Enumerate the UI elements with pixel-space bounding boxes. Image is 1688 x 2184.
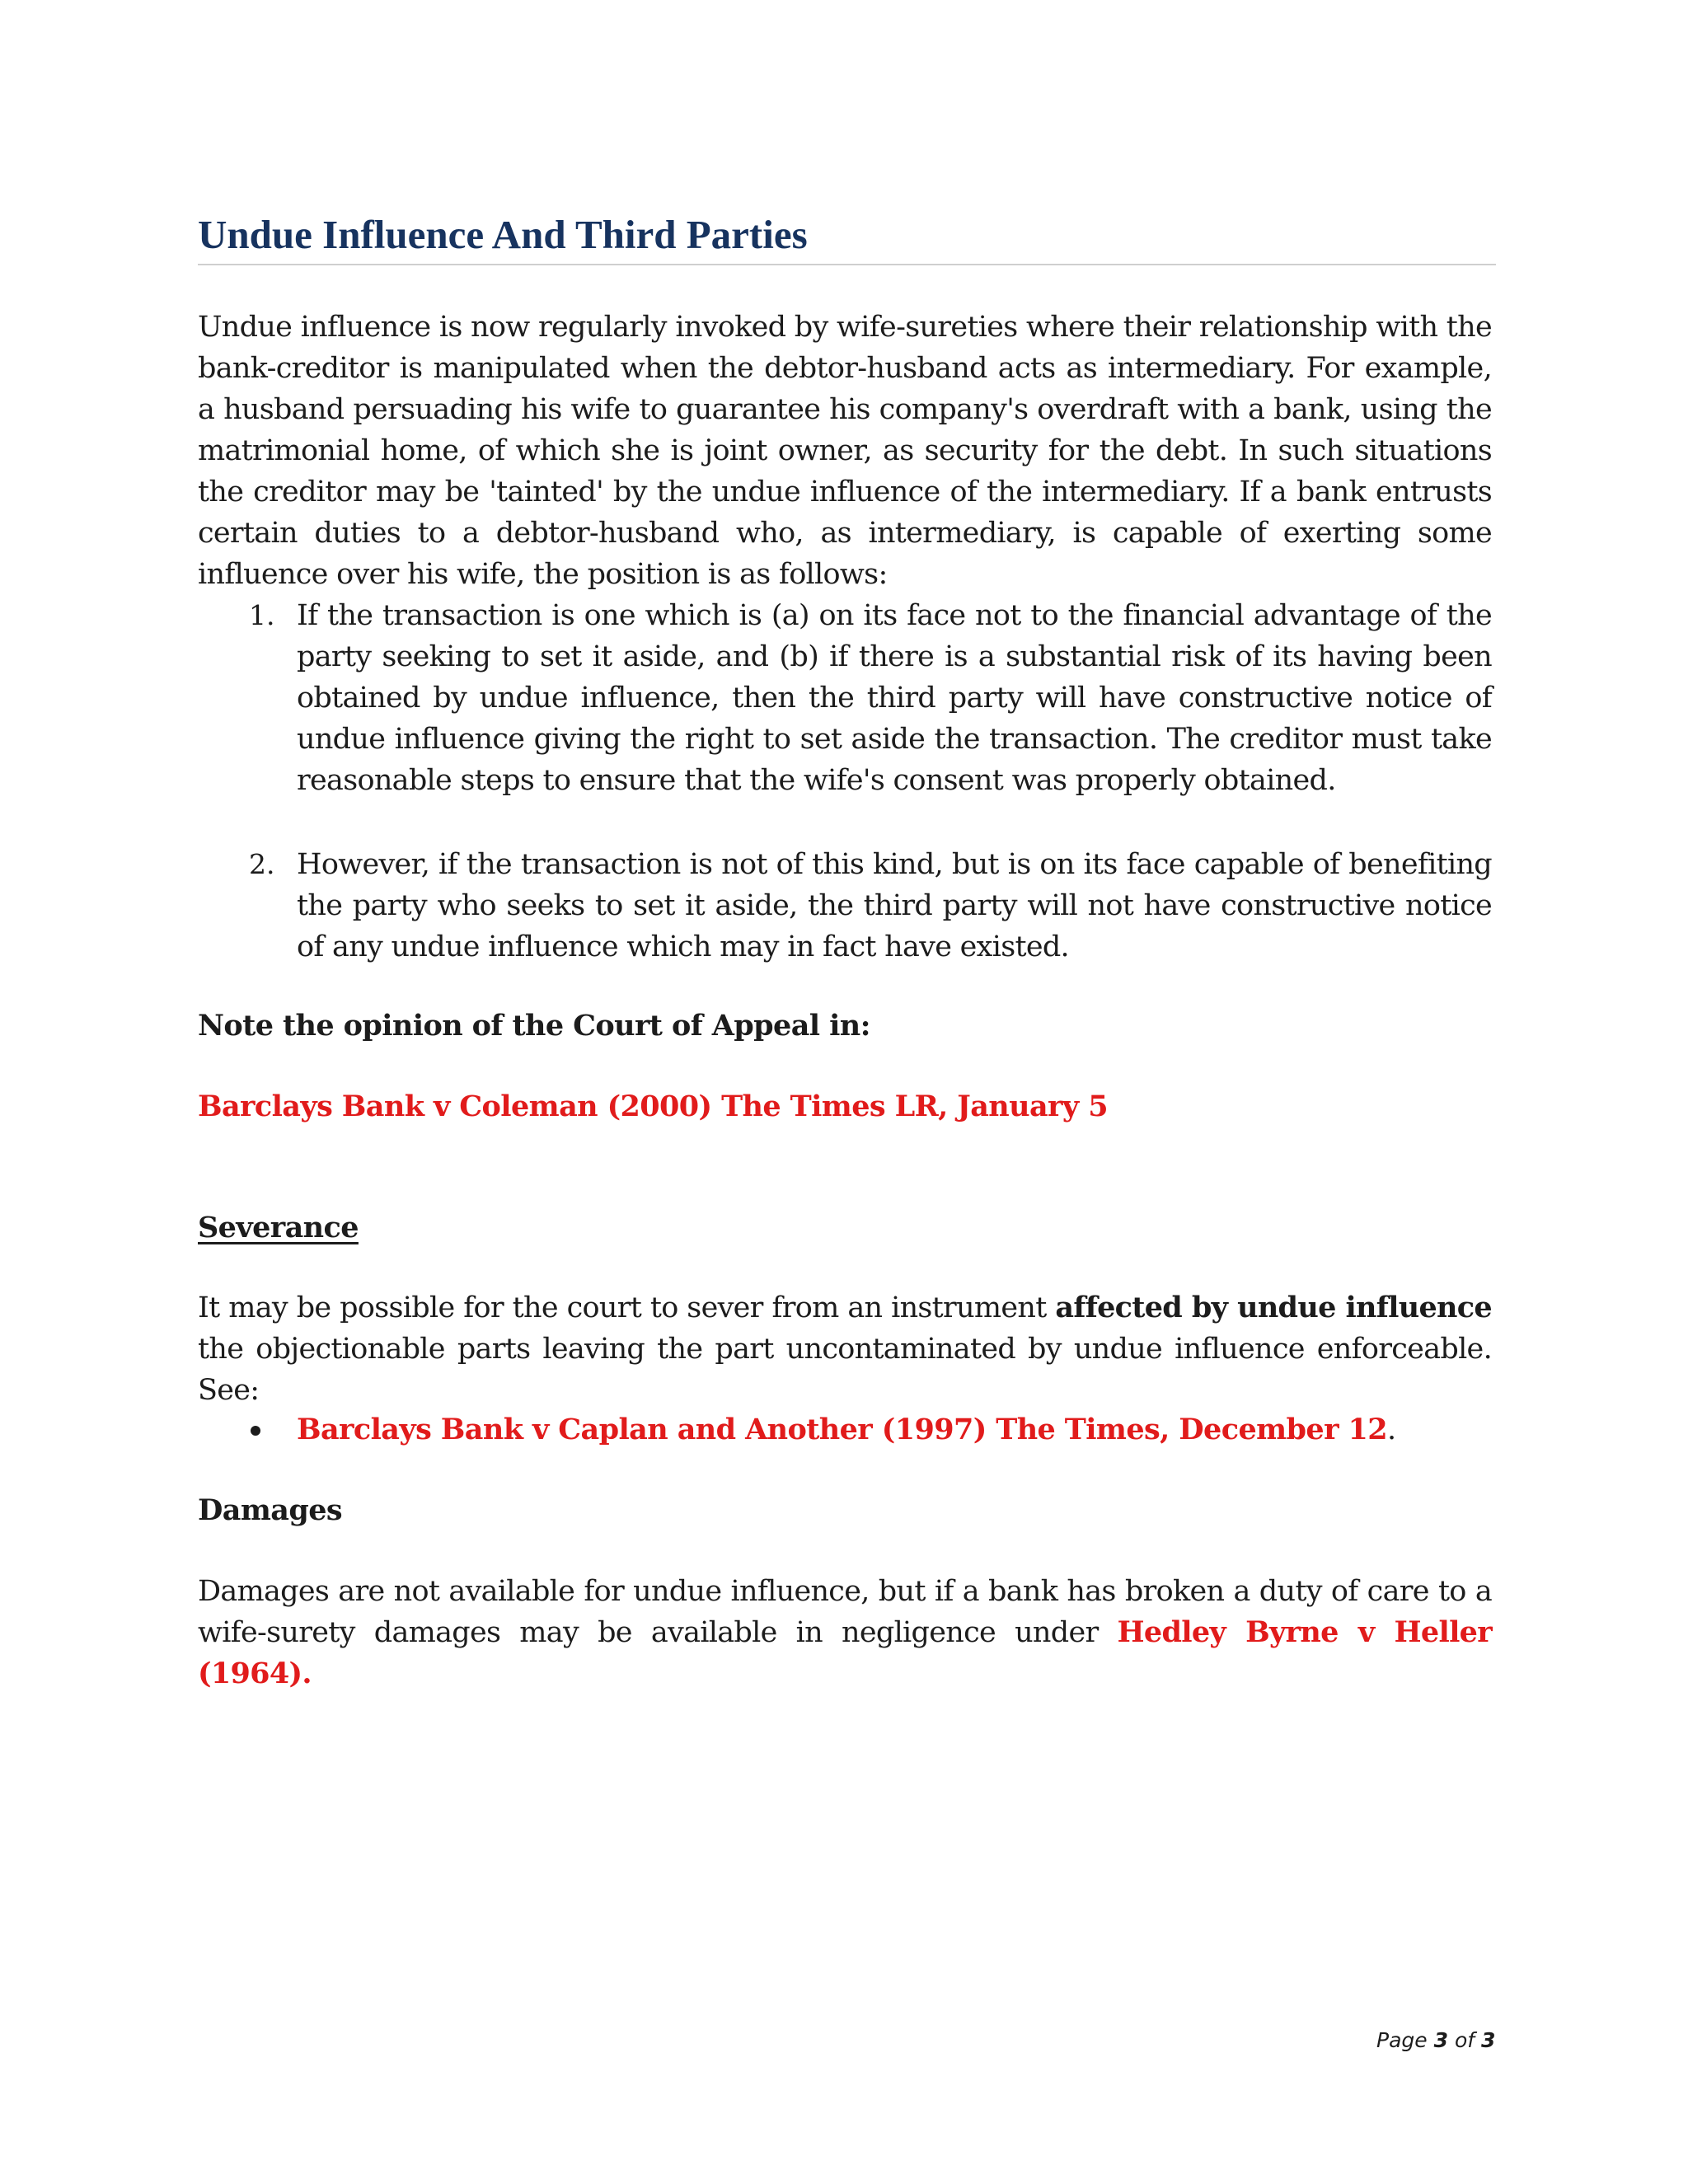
- list-text: If the transaction is one which is (a) on its face not to the financial advantage of the party seeking to set it aside, and (b) if there is a substantial risk of its having been obtained by undue influence, then the third party will have constructive notice of undue influence giving the right to set aside the transaction. The creditor must take reasonable steps to ensure that the wife's consent was properly obtained.: [297, 599, 1492, 797]
- damages-paragraph: [198, 1571, 1492, 1694]
- list-number: 1.: [249, 599, 275, 631]
- document-page: [198, 0, 1496, 2184]
- case-citation-coleman: Barclays Bank v Coleman (2000) The Times LR, January 5: [198, 1090, 1108, 1123]
- severance-text-before: It may be possible for the court to sever from an instrument: [198, 1291, 1056, 1324]
- damages-heading: Damages: [198, 1493, 342, 1527]
- bullet-text: [297, 1409, 1396, 1451]
- severance-heading: Severance: [198, 1211, 359, 1244]
- page-title: Undue Influence And Third Parties: [198, 210, 1496, 265]
- page-number-footer: [1376, 2026, 1496, 2055]
- case-citation-caplan: Barclays Bank v Caplan and Another (1997) The Times, December 12: [297, 1413, 1388, 1446]
- footer-of-word: of: [1454, 2028, 1475, 2052]
- bullet-period: .: [1387, 1413, 1396, 1446]
- footer-total-pages: 3: [1481, 2028, 1496, 2052]
- footer-page-word: Page: [1376, 2028, 1428, 2052]
- bullet-dot-icon: [251, 1426, 260, 1436]
- severance-text-after: the objectionable parts leaving the part uncontaminated by undue influence enforceable. See:: [198, 1333, 1492, 1407]
- severance-bold-text: affected by undue influence: [1055, 1291, 1492, 1324]
- list-number: 2.: [249, 848, 275, 880]
- intro-paragraph: Undue influence is now regularly invoked by wife-sureties where their relationship with the bank-creditor is manipulated when the debtor-husband acts as intermediary. For example, a husband persuading his wife to guarantee his company's overdraft with a bank, using the matrimonial home, of which she is joint owner, as security for the debt. In such situations the creditor may be 'tainted' by the undue influence of the intermediary. If a bank entrusts certain duties to a debtor-husband who, as intermediary, is capable of exerting some influence over his wife, the position is as follows:: [198, 311, 1492, 591]
- note-heading: Note the opinion of the Court of Appeal in:: [198, 1009, 870, 1043]
- case-citation-hedley-byrne: Hedley Byrne v Heller (1964).: [198, 1615, 1492, 1690]
- damages-text: Damages are not available for undue influence, but if a bank has broken a duty of care to a wife-surety damages may be available in negligence under: [198, 1575, 1492, 1649]
- severance-paragraph: [198, 1287, 1492, 1411]
- footer-current-page: 3: [1433, 2028, 1449, 2052]
- list-text: However, if the transaction is not of this kind, but is on its face capable of benefiting the party who seeks to set it aside, the third party will not have constructive notice of any undue influence which may in fact have existed.: [297, 848, 1492, 963]
